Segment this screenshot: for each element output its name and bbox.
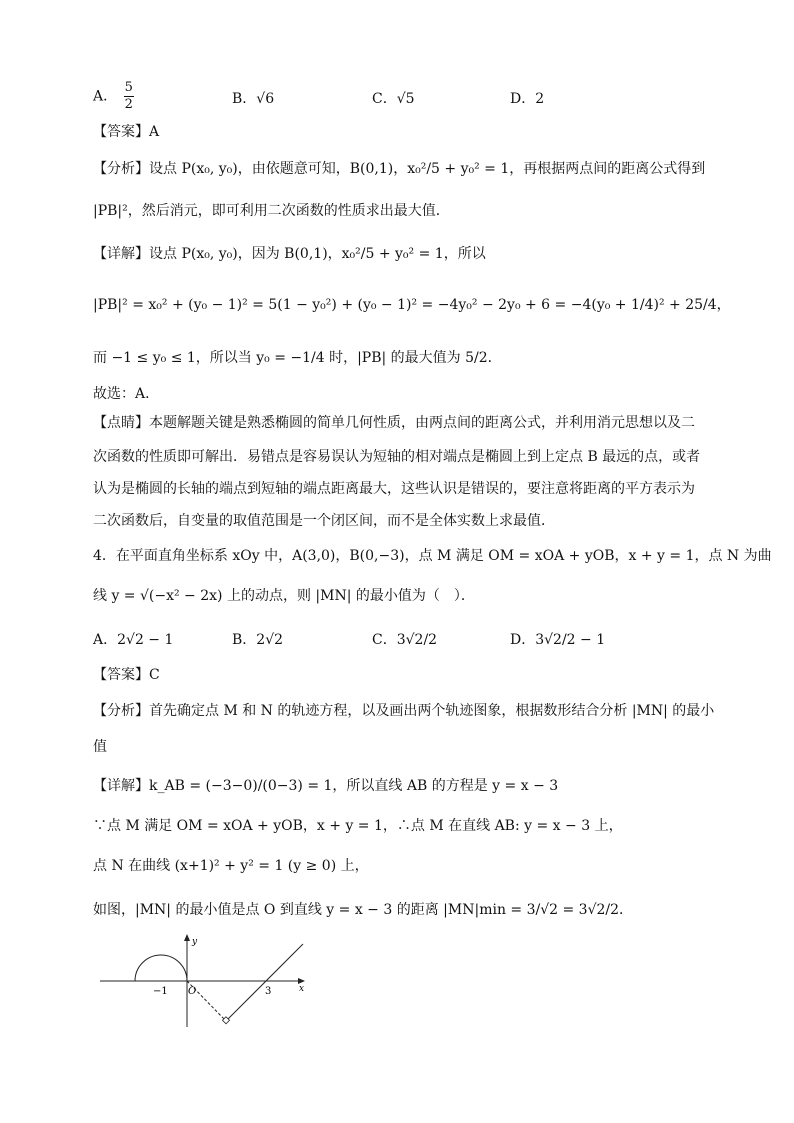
q4-analysis-line-2: 值 (93, 739, 107, 755)
q3-comment-line-3: 认为是椭圆的长轴的端点到短轴的端点距离最大，这些认识是错误的，要注意将距离的平方表示为 (93, 481, 695, 497)
q4-detail-line-2: ∵点 M 满足 OM = xOA + yOB，x + y = 1，∴点 M 在直线 AB: y = x − 3 上， (93, 818, 623, 834)
semicircle-curve (135, 955, 187, 981)
q4-answer: 【答案】C (93, 667, 160, 683)
q4-option-b: B．2√2 (232, 632, 284, 648)
q3-analysis-line-2: |PB|²，然后消元，即可利用二次函数的性质求出最大值． (93, 203, 450, 219)
q4-figure (95, 932, 325, 1032)
q3-option-d: D．2 (510, 91, 545, 107)
q3-option-b: B．√6 (232, 91, 275, 107)
line-ab (226, 944, 303, 1021)
x-axis-label: x (299, 984, 305, 994)
q3-answer: 【答案】A (93, 124, 160, 140)
q4-option-c: C．3√2/2 (372, 632, 438, 648)
q3-option-a-fraction: $\frac{5}{2}$ (124, 80, 133, 112)
q3-detail-line-2: |PB|² = x₀² + (y₀ − 1)² = 5(1 − y₀²) + (y₀ − 1)² = −4y₀² − 2y₀ + 6 = −4(y₀ + 1/4)² + 25/4， (93, 297, 731, 313)
q3-option-a (93, 80, 136, 113)
origin-label: O (188, 986, 197, 997)
q3-comment-line-2: 次函数的性质即可解出．易错点是容易误认为短轴的相对端点是椭圆上到上定点 B 最远的点，或者 (93, 449, 701, 465)
q3-option-c: C．√5 (372, 91, 415, 107)
q4-detail-line-4: 如图，|MN| 的最小值是点 O 到直线 y = x − 3 的距离 |MN|min = 3/√2 = 3√2/2． (93, 902, 634, 918)
q4-detail-line-1: 【详解】k_AB = (−3−0)/(0−3) = 1，所以直线 AB 的方程是 y = x − 3 (93, 778, 559, 794)
q4-option-a: A．2√2 − 1 (93, 632, 174, 648)
q3-comment-line-4: 二次函数后，自变量的取值范围是一个闭区间，而不是全体实数上求最值． (93, 513, 555, 529)
q3-detail-line-1: 【详解】设点 P(x₀, y₀)，因为 B(0,1)，x₀²/5 + y₀² = 1，所以 (93, 246, 486, 262)
q4-analysis-line-1: 【分析】首先确定点 M 和 N 的轨迹方程，以及画出两个轨迹图象，根据数形结合分析 |MN| 的最小 (93, 703, 715, 719)
q4-stem-line-2: 线 y = √(−x² − 2x) 上的动点，则 |MN| 的最小值为（ ）． (93, 588, 475, 604)
q4-stem-line-1: 4．在平面直角坐标系 xOy 中，A(3,0)，B(0,−3)，点 M 满足 OM = xOA + yOB，x + y = 1，点 N 为曲 (93, 548, 772, 564)
tick-3: 3 (265, 986, 272, 997)
q4-detail-line-3: 点 N 在曲线 (x+1)² + y² = 1 (y ≥ 0) 上， (93, 858, 369, 874)
q3-option-a-label: A． (93, 88, 118, 105)
tick-neg1: −1 (153, 986, 168, 997)
y-axis-arrow-icon (184, 934, 190, 941)
q3-choose: 故选：A． (93, 386, 160, 402)
q4-option-d: D．3√2/2 − 1 (510, 632, 606, 648)
q3-analysis-line-1: 【分析】设点 P(x₀, y₀)，由依题意可知，B(0,1)，x₀²/5 + y₀² = 1，再根据两点间的距离公式得到 (93, 161, 706, 177)
q3-detail-line-3: 而 −1 ≤ y₀ ≤ 1，所以当 y₀ = −1/4 时，|PB| 的最大值为 5/2． (93, 350, 502, 366)
y-axis-label: y (192, 937, 198, 947)
q3-comment-line-1: 【点睛】本题解题关键是熟悉椭圆的简单几何性质，由两点间的距离公式，并利用消元思想以及二 (93, 415, 695, 431)
